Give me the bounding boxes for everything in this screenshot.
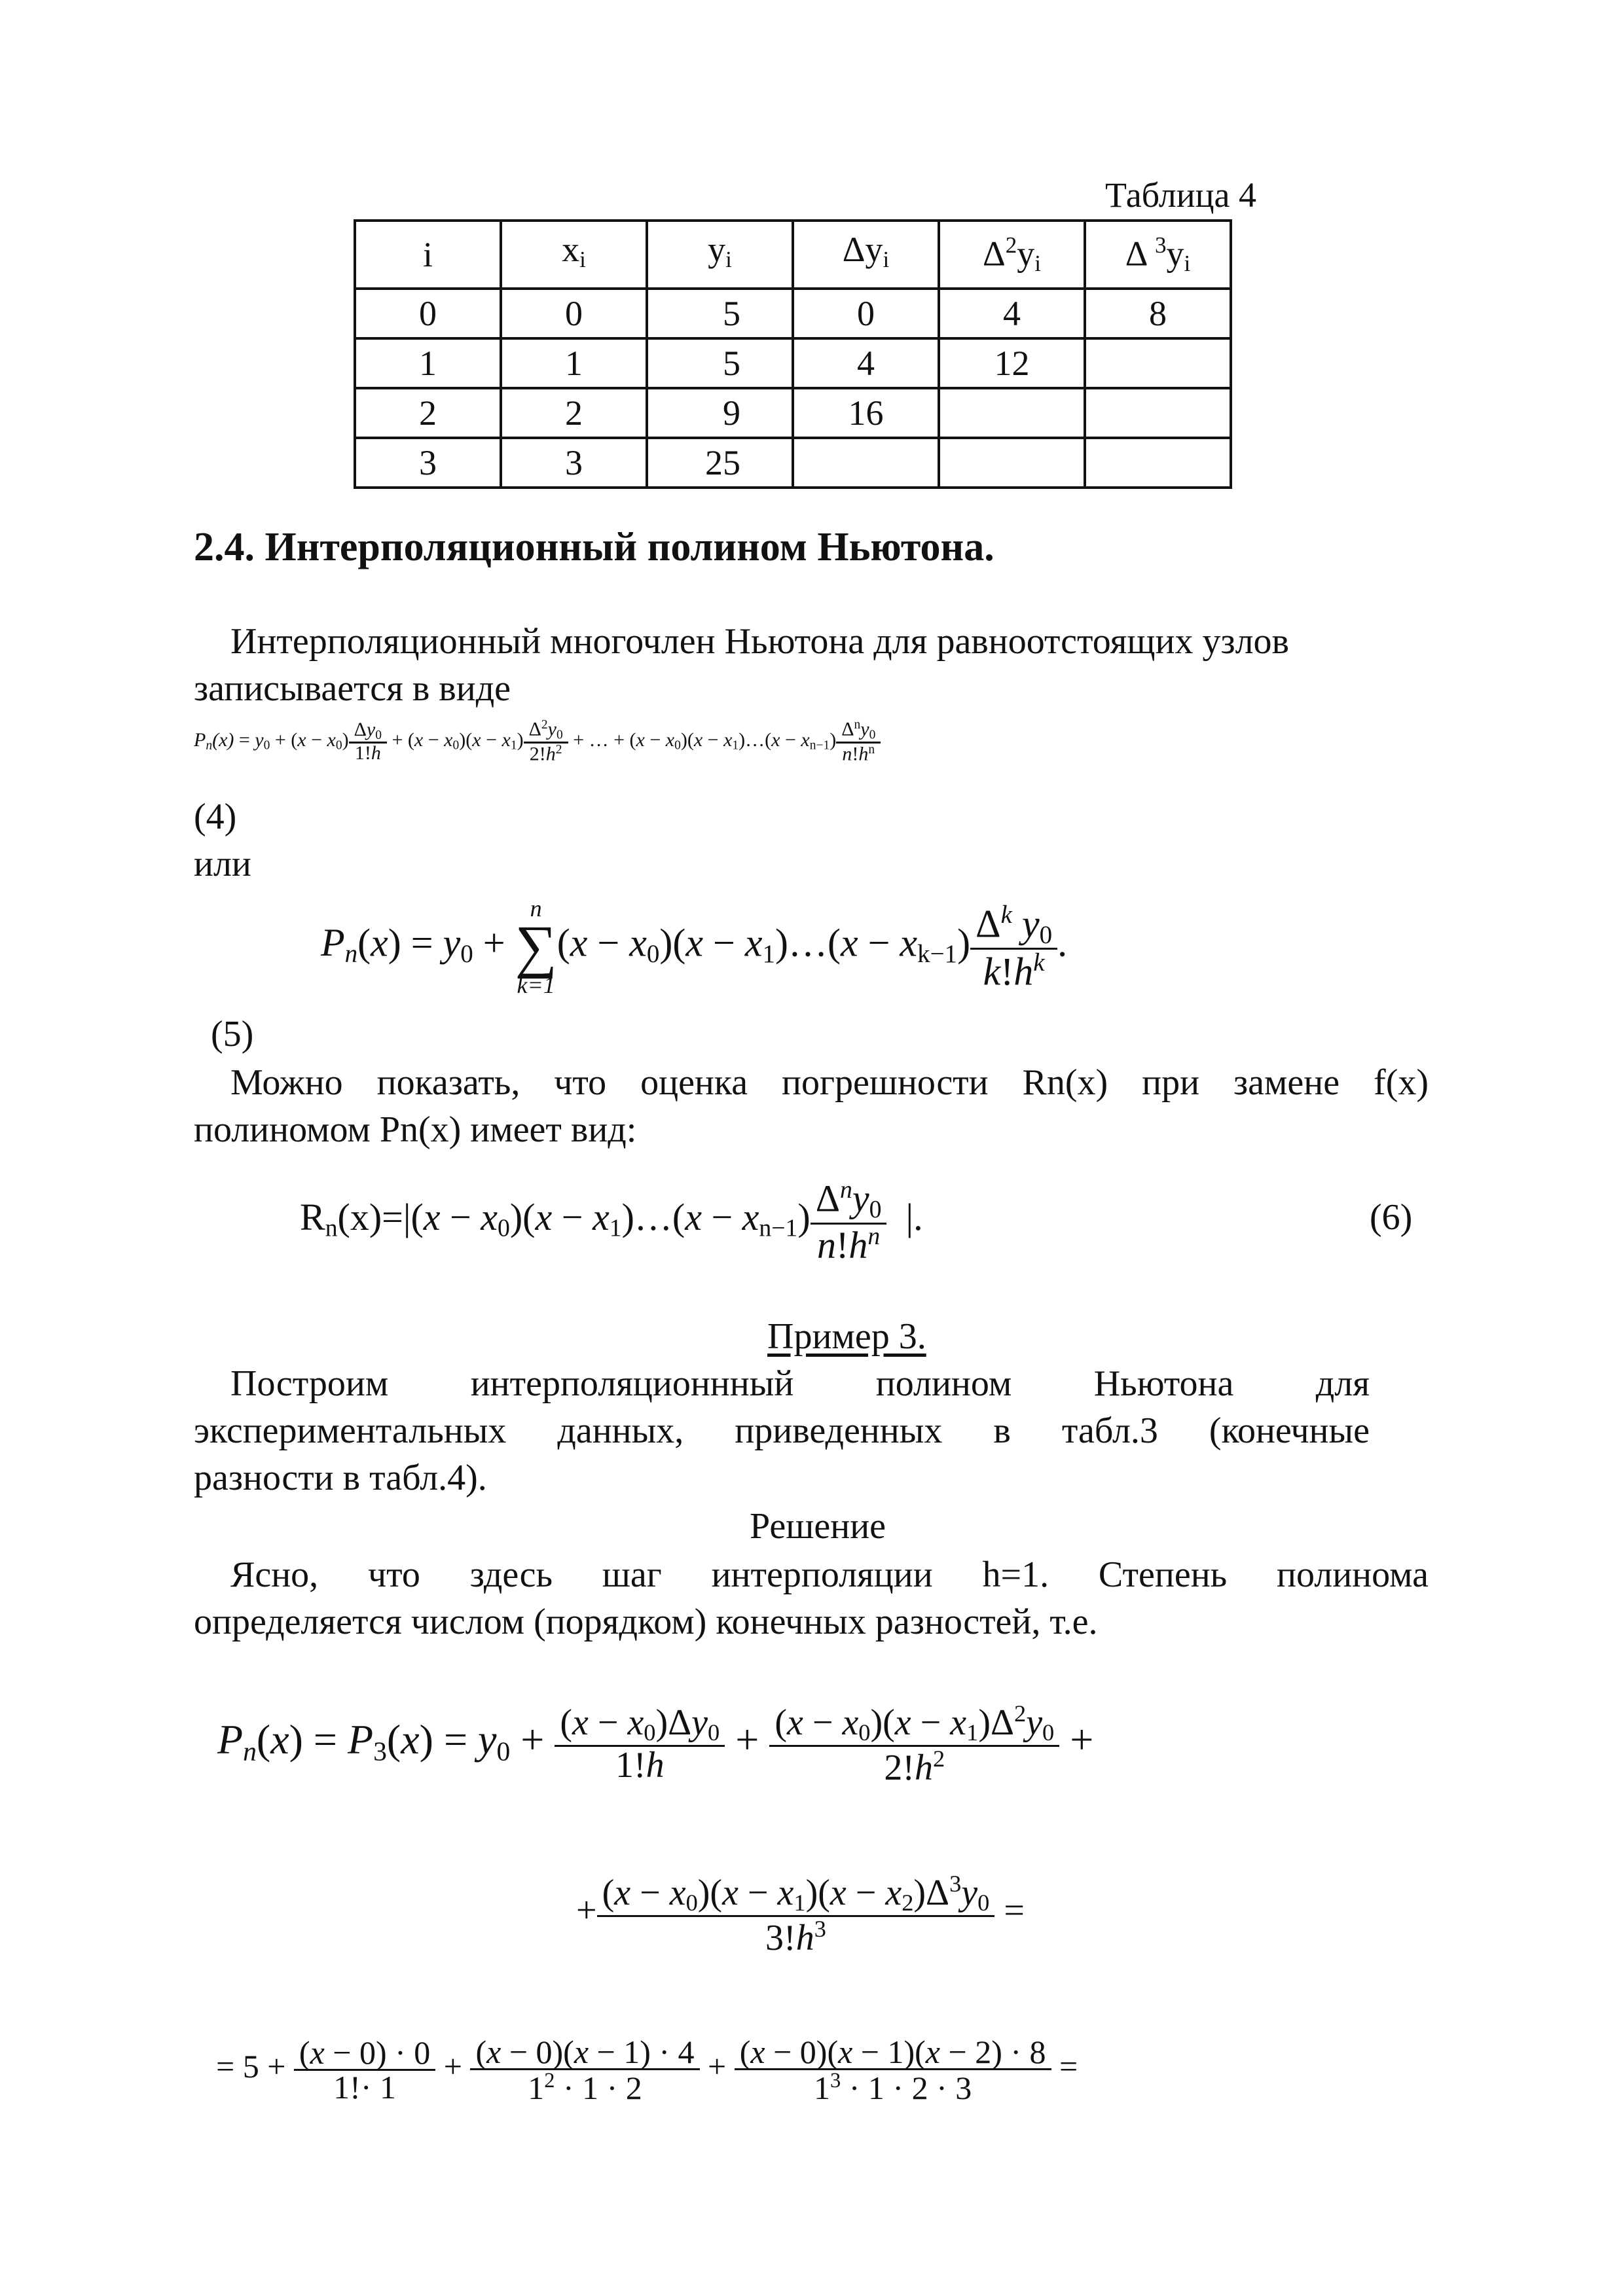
formula-p3-line-1: $P_n(x) = P_3(x) = y_0$ + $\frac{(x - x_0)\Delta y_0}{1!h}$ + $\frac{(x - x_0)(x - x_1)\Delta^2y_0}{2!h^2}$ + [217, 1700, 1094, 1788]
table-header-row [355, 221, 1231, 289]
table-cell [1085, 388, 1231, 438]
or-text: или [194, 844, 251, 884]
intro-line-1: Интерполяционный многочлен Ньютона для равноотстоящих узлов [230, 621, 1289, 662]
table-cell: 0 [355, 289, 501, 338]
intro-line-2: записывается в виде [194, 668, 511, 709]
example-line-3: разности в табл.4). [194, 1458, 487, 1498]
table-cell: 25 [647, 438, 793, 488]
header-dy: $\Delta y_i$ [793, 221, 939, 289]
table-cell: 1 [501, 338, 647, 388]
equation-5-label: (5) [211, 1014, 254, 1054]
error-line-1: Можно показать, что оценка погрешности Rn(x) при замене f(x) [230, 1062, 1429, 1103]
equation-4-label: (4) [194, 797, 237, 837]
table-cell: 0 [501, 289, 647, 338]
table-row [355, 289, 1231, 338]
table-cell: 3 [355, 438, 501, 488]
table-cell: 2 [355, 388, 501, 438]
table-cell: 9 [647, 388, 793, 438]
finite-differences-table [354, 219, 1232, 489]
table-cell: 8 [1085, 289, 1231, 338]
equation-6-label: (6) [1370, 1197, 1413, 1238]
header-x: $x_i$ [501, 221, 647, 289]
table-cell: 12 [939, 338, 1085, 388]
header-y: $y_i$ [647, 221, 793, 289]
example-title: Пример 3. [767, 1316, 926, 1357]
table-row [355, 388, 1231, 438]
solution-line-1: Ясно, что здесь шаг интерполяции h=1. Степень полинома [230, 1554, 1429, 1595]
equation-4: $P_n(x) = y_0 + (x - x_0)$ $\frac{\Delta y_0}{1!h}$ + $(x - x_0)(x - x_1)$ $\frac{\Delta^2y_0}{2!h^2}$ + … + $(x - x_0)(x$ − $x_1)\dots(x - x_{n-1})$ $\frac{\Delta^ny_0}{n!h^n}$ [194, 719, 881, 764]
table-cell: 2 [501, 388, 647, 438]
table-cell: 1 [355, 338, 501, 388]
table-caption: Таблица 4 [1105, 175, 1256, 215]
formula-substituted: = 5 + $\frac{(x - 0) \cdot 0}{1!\cdot 1}$ + $\frac{(x - 0)(x - 1) \cdot 4}{1^2 \cdot 1 \cdot 2}$ + $\frac{(x - 0)(x - 1)(x - 2) \cdot 8}{1^3 \cdot 1 \cdot 2 \cdot 3}$ = [216, 2034, 1078, 2106]
header-d3y: Δ $^3y_i$ [1085, 221, 1231, 289]
table-row [355, 438, 1231, 488]
table-cell: 16 [793, 388, 939, 438]
table-cell [939, 438, 1085, 488]
solution-title: Решение [750, 1506, 886, 1547]
table-cell: 4 [793, 338, 939, 388]
table-row [355, 338, 1231, 388]
table-cell: 5 [647, 338, 793, 388]
table-cell: 3 [501, 438, 647, 488]
table-cell [939, 388, 1085, 438]
table-cell [1085, 438, 1231, 488]
table-cell: 4 [939, 289, 1085, 338]
error-line-2: полиномом Pn(x) имеет вид: [194, 1109, 637, 1150]
table-cell: 0 [793, 289, 939, 338]
example-line-2: экспериментальных данных, приведенных в табл.3 (конечные [194, 1410, 1370, 1451]
solution-line-2: определяется числом (порядком) конечных разностей, т.е. [194, 1602, 1098, 1642]
equation-6: $R_n(x)=|(x - x_0)(x$ − $x_1)\dots(x - x_{n-1})$ $\frac{\Delta^ny_0}{n!h^n}$ |. [300, 1176, 923, 1266]
example-line-1: Построим интерполяционнный полином Ньютона для [230, 1363, 1370, 1404]
equation-5: $P_n(x) = y_0$ + n ∑ k=1 $(x - x_0)(x$ − $x_1)\dots(x - x_{k-1})$ $\frac{\Delta^k y_0}{k!h^k}$ . [321, 895, 1068, 998]
header-i: i [355, 221, 501, 289]
table-cell [793, 438, 939, 488]
header-d2y: $\Delta^2y_i$ [939, 221, 1085, 289]
table-cell [1085, 338, 1231, 388]
formula-p3-line-2: + $\frac{(x - x_0)(x - x_1)(x - x_2)\Delta^3y_0}{3!h^3}$ = [576, 1871, 1025, 1958]
table-cell: 5 [647, 289, 793, 338]
section-heading: 2.4. Интерполяционный полином Ньютона. [194, 525, 994, 569]
